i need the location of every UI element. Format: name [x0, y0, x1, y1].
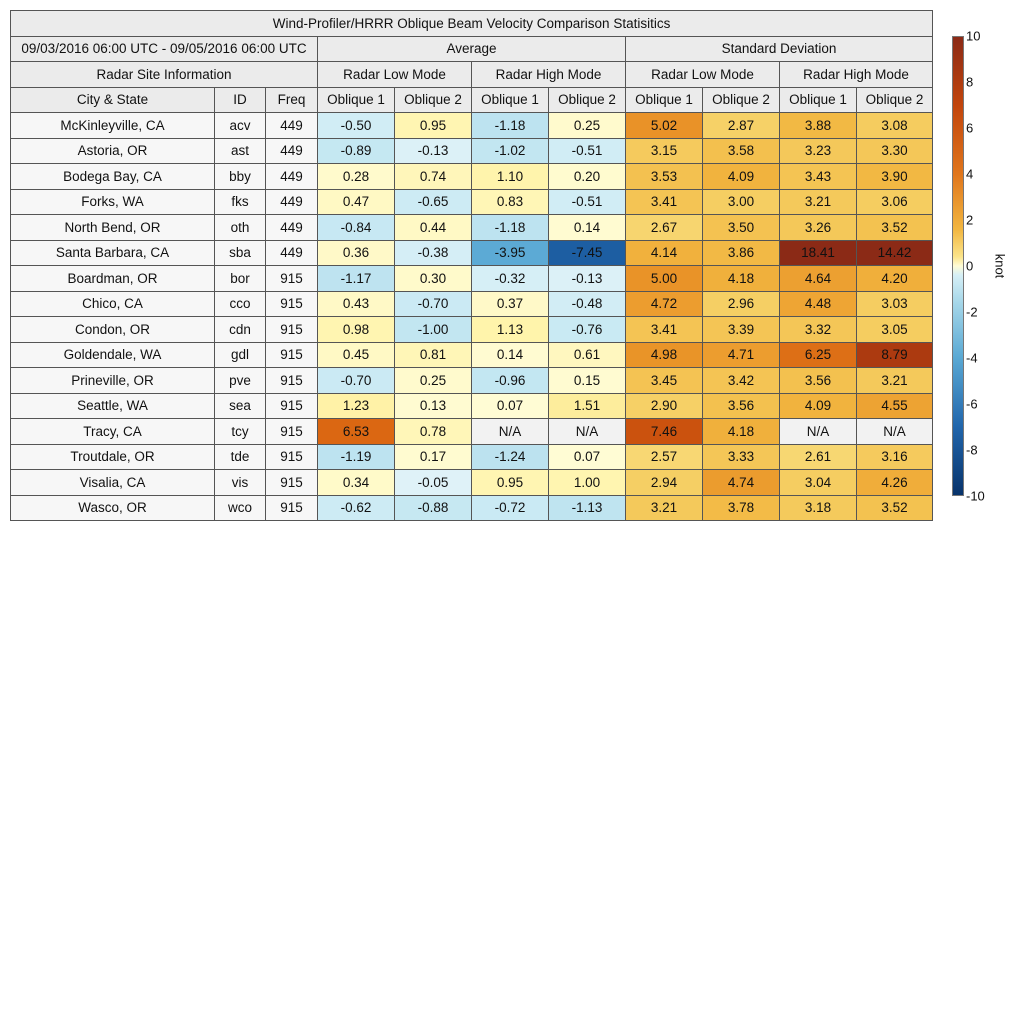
site-id-cell: fks	[215, 189, 266, 215]
avg-high-oblique1-cell: -3.95	[472, 240, 549, 266]
site-freq-cell: 915	[266, 342, 318, 368]
std-high-oblique1-cell: 3.26	[780, 215, 857, 241]
table-row	[11, 291, 933, 317]
std-low-oblique2-cell: 3.42	[703, 368, 780, 394]
avg-low-oblique2-cell: 0.25	[395, 368, 472, 394]
colorbar-tick-label: 0	[966, 258, 974, 274]
site-info-header: Radar Site Information	[11, 62, 318, 88]
std-high-oblique1-cell: 18.41	[780, 240, 857, 266]
std-low-oblique2-cell: 3.56	[703, 393, 780, 419]
avg-high-oblique2-cell: -0.51	[549, 189, 626, 215]
table-row	[11, 164, 933, 190]
std-low-oblique1-cell: 7.46	[626, 419, 703, 445]
std-high-oblique2-cell: 3.05	[857, 317, 933, 343]
std-low-oblique2-cell: 4.71	[703, 342, 780, 368]
avg-low-oblique1-cell: 0.98	[318, 317, 395, 343]
std-low-oblique1-cell: 4.98	[626, 342, 703, 368]
table-row	[11, 266, 933, 292]
site-freq-cell: 915	[266, 470, 318, 496]
avg-low-oblique1-cell: -0.89	[318, 138, 395, 164]
avg-low-oblique2-cell: -0.88	[395, 495, 472, 521]
table-row	[11, 138, 933, 164]
site-freq-cell: 449	[266, 164, 318, 190]
colorbar-tick-label: -10	[966, 488, 985, 504]
avg-high-oblique1-cell: -1.24	[472, 444, 549, 470]
std-low-oblique1-cell: 3.41	[626, 317, 703, 343]
colorbar-label: knot	[992, 253, 1008, 279]
table-row	[11, 470, 933, 496]
site-id-cell: cco	[215, 291, 266, 317]
avg-low-oblique2-cell: 0.78	[395, 419, 472, 445]
std-low-oblique2-cell: 3.33	[703, 444, 780, 470]
std-low-oblique1-cell: 3.53	[626, 164, 703, 190]
std-low-oblique1-cell: 3.15	[626, 138, 703, 164]
std-high-oblique1-cell: 3.43	[780, 164, 857, 190]
site-id-cell: sba	[215, 240, 266, 266]
table-row	[11, 113, 933, 139]
avg-high-oblique2-cell: 1.51	[549, 393, 626, 419]
std-low-oblique1-header: Oblique 1	[626, 87, 703, 113]
site-freq-cell: 915	[266, 419, 318, 445]
std-high-oblique2-cell: 3.16	[857, 444, 933, 470]
std-high-oblique1-cell: 4.48	[780, 291, 857, 317]
avg-low-oblique2-cell: -0.05	[395, 470, 472, 496]
site-freq-cell: 915	[266, 368, 318, 394]
avg-low-oblique2-header: Oblique 2	[395, 87, 472, 113]
id-column-header: ID	[215, 87, 266, 113]
avg-low-oblique2-cell: -0.65	[395, 189, 472, 215]
std-high-oblique1-cell: 3.23	[780, 138, 857, 164]
std-low-oblique1-cell: 2.90	[626, 393, 703, 419]
table-row	[11, 495, 933, 521]
avg-low-oblique2-cell: 0.74	[395, 164, 472, 190]
avg-high-oblique1-cell: 0.07	[472, 393, 549, 419]
site-freq-cell: 449	[266, 138, 318, 164]
std-high-oblique1-cell: 3.21	[780, 189, 857, 215]
avg-low-oblique2-cell: -0.38	[395, 240, 472, 266]
std-high-oblique2-cell: 3.21	[857, 368, 933, 394]
site-city-cell: Visalia, CA	[11, 470, 215, 496]
std-high-oblique2-header: Oblique 2	[857, 87, 933, 113]
avg-high-oblique2-cell: -0.76	[549, 317, 626, 343]
std-low-oblique1-cell: 2.67	[626, 215, 703, 241]
site-freq-cell: 915	[266, 444, 318, 470]
site-freq-cell: 915	[266, 266, 318, 292]
std-low-oblique2-cell: 4.74	[703, 470, 780, 496]
avg-high-oblique1-cell: 0.95	[472, 470, 549, 496]
std-low-oblique2-cell: 2.87	[703, 113, 780, 139]
site-city-cell: Forks, WA	[11, 189, 215, 215]
colorbar-tick-label: 4	[966, 166, 974, 182]
std-low-oblique2-cell: 2.96	[703, 291, 780, 317]
std-high-oblique1-cell: 4.09	[780, 393, 857, 419]
avg-low-oblique1-cell: 0.36	[318, 240, 395, 266]
avg-low-oblique1-cell: -0.62	[318, 495, 395, 521]
std-high-oblique2-cell: 3.08	[857, 113, 933, 139]
std-low-oblique2-cell: 3.00	[703, 189, 780, 215]
avg-high-oblique1-cell: 0.37	[472, 291, 549, 317]
site-freq-cell: 915	[266, 291, 318, 317]
table-row	[11, 393, 933, 419]
std-high-oblique1-cell: 3.18	[780, 495, 857, 521]
std-high-oblique2-cell: 3.90	[857, 164, 933, 190]
avg-high-oblique1-cell: 0.83	[472, 189, 549, 215]
site-city-cell: Prineville, OR	[11, 368, 215, 394]
avg-high-oblique1-cell: N/A	[472, 419, 549, 445]
avg-low-oblique1-cell: 0.45	[318, 342, 395, 368]
table-row	[11, 419, 933, 445]
site-freq-cell: 915	[266, 495, 318, 521]
site-city-cell: Boardman, OR	[11, 266, 215, 292]
avg-low-oblique2-cell: -1.00	[395, 317, 472, 343]
std-low-oblique1-cell: 4.14	[626, 240, 703, 266]
avg-high-oblique1-cell: 1.13	[472, 317, 549, 343]
std-high-oblique1-cell: 6.25	[780, 342, 857, 368]
avg-low-oblique1-header: Oblique 1	[318, 87, 395, 113]
site-city-cell: Tracy, CA	[11, 419, 215, 445]
table-row	[11, 342, 933, 368]
site-freq-cell: 449	[266, 240, 318, 266]
std-high-oblique1-cell: N/A	[780, 419, 857, 445]
site-id-cell: bby	[215, 164, 266, 190]
avg-low-oblique2-cell: 0.44	[395, 215, 472, 241]
avg-high-oblique2-cell: 0.61	[549, 342, 626, 368]
site-freq-cell: 449	[266, 113, 318, 139]
table-body	[11, 11, 933, 521]
avg-high-oblique1-cell: -1.18	[472, 215, 549, 241]
std-high-oblique2-cell: 3.30	[857, 138, 933, 164]
colorbar-tick-label: -4	[966, 350, 978, 366]
site-city-cell: Astoria, OR	[11, 138, 215, 164]
avg-low-oblique2-cell: 0.81	[395, 342, 472, 368]
avg-low-oblique1-cell: 0.47	[318, 189, 395, 215]
site-id-cell: bor	[215, 266, 266, 292]
std-high-oblique2-cell: 4.20	[857, 266, 933, 292]
avg-low-oblique1-cell: 0.28	[318, 164, 395, 190]
site-id-cell: vis	[215, 470, 266, 496]
statistics-table	[10, 10, 933, 521]
avg-high-oblique2-header: Oblique 2	[549, 87, 626, 113]
std-high-oblique1-cell: 2.61	[780, 444, 857, 470]
std-high-oblique2-cell: N/A	[857, 419, 933, 445]
avg-high-oblique1-cell: -0.32	[472, 266, 549, 292]
colorbar	[952, 36, 964, 496]
avg-high-oblique1-header: Oblique 1	[472, 87, 549, 113]
avg-high-oblique2-cell: -7.45	[549, 240, 626, 266]
std-high-oblique1-cell: 3.04	[780, 470, 857, 496]
site-city-cell: Seattle, WA	[11, 393, 215, 419]
avg-high-oblique2-cell: -0.13	[549, 266, 626, 292]
std-low-oblique1-cell: 3.45	[626, 368, 703, 394]
std-low-oblique1-cell: 5.00	[626, 266, 703, 292]
site-city-cell: Condon, OR	[11, 317, 215, 343]
avg-high-oblique1-cell: -0.72	[472, 495, 549, 521]
average-header: Average	[318, 36, 626, 62]
avg-high-oblique1-cell: -1.02	[472, 138, 549, 164]
avg-high-oblique2-cell: 0.07	[549, 444, 626, 470]
avg-low-oblique2-cell: 0.30	[395, 266, 472, 292]
site-freq-cell: 915	[266, 317, 318, 343]
avg-high-oblique2-cell: 0.14	[549, 215, 626, 241]
site-freq-cell: 915	[266, 393, 318, 419]
site-city-cell: Troutdale, OR	[11, 444, 215, 470]
std-high-oblique2-cell: 3.52	[857, 495, 933, 521]
std-dev-header: Standard Deviation	[626, 36, 933, 62]
avg-low-oblique2-cell: -0.70	[395, 291, 472, 317]
avg-high-oblique2-cell: 0.25	[549, 113, 626, 139]
site-city-cell: Wasco, OR	[11, 495, 215, 521]
site-city-cell: Goldendale, WA	[11, 342, 215, 368]
std-high-oblique2-cell: 3.06	[857, 189, 933, 215]
avg-high-oblique2-cell: -1.13	[549, 495, 626, 521]
std-low-oblique2-cell: 4.18	[703, 419, 780, 445]
std-high-oblique2-cell: 4.55	[857, 393, 933, 419]
std-low-oblique2-cell: 4.09	[703, 164, 780, 190]
site-freq-cell: 449	[266, 215, 318, 241]
std-low-oblique1-cell: 2.57	[626, 444, 703, 470]
avg-high-oblique1-cell: 1.10	[472, 164, 549, 190]
std-high-oblique2-cell: 3.03	[857, 291, 933, 317]
table-row	[11, 317, 933, 343]
avg-low-oblique1-cell: -1.19	[318, 444, 395, 470]
site-city-cell: Chico, CA	[11, 291, 215, 317]
std-low-oblique1-cell: 2.94	[626, 470, 703, 496]
colorbar-tick-label: -2	[966, 304, 978, 320]
avg-high-oblique1-cell: -1.18	[472, 113, 549, 139]
std-low-oblique1-cell: 3.21	[626, 495, 703, 521]
table-row	[11, 444, 933, 470]
std-low-oblique1-cell: 4.72	[626, 291, 703, 317]
site-id-cell: sea	[215, 393, 266, 419]
avg-high-oblique1-cell: -0.96	[472, 368, 549, 394]
std-low-oblique1-cell: 3.41	[626, 189, 703, 215]
site-city-cell: McKinleyville, CA	[11, 113, 215, 139]
avg-high-oblique1-cell: 0.14	[472, 342, 549, 368]
period-label: 09/03/2016 06:00 UTC - 09/05/2016 06:00 UTC	[11, 36, 318, 62]
colorbar-tick-label: 8	[966, 74, 974, 90]
colorbar-tick-label: -8	[966, 442, 978, 458]
std-high-oblique2-cell: 14.42	[857, 240, 933, 266]
avg-low-oblique1-cell: 0.34	[318, 470, 395, 496]
avg-low-oblique1-cell: -1.17	[318, 266, 395, 292]
city-column-header: City & State	[11, 87, 215, 113]
site-id-cell: cdn	[215, 317, 266, 343]
freq-column-header: Freq	[266, 87, 318, 113]
avg-low-oblique2-cell: 0.95	[395, 113, 472, 139]
std-low-oblique2-cell: 3.86	[703, 240, 780, 266]
table-row	[11, 368, 933, 394]
avg-low-oblique1-cell: 1.23	[318, 393, 395, 419]
site-id-cell: wco	[215, 495, 266, 521]
avg-low-oblique1-cell: -0.70	[318, 368, 395, 394]
std-low-mode-header: Radar Low Mode	[626, 62, 780, 88]
avg-low-oblique2-cell: 0.17	[395, 444, 472, 470]
avg-low-oblique2-cell: -0.13	[395, 138, 472, 164]
site-city-cell: Bodega Bay, CA	[11, 164, 215, 190]
colorbar-tick-label: 6	[966, 120, 974, 136]
std-high-oblique1-cell: 3.56	[780, 368, 857, 394]
avg-high-oblique2-cell: 1.00	[549, 470, 626, 496]
avg-high-oblique2-cell: 0.15	[549, 368, 626, 394]
std-low-oblique1-cell: 5.02	[626, 113, 703, 139]
avg-high-oblique2-cell: -0.48	[549, 291, 626, 317]
colorbar-tick-label: 10	[966, 28, 981, 44]
site-id-cell: pve	[215, 368, 266, 394]
avg-high-oblique2-cell: 0.20	[549, 164, 626, 190]
std-high-mode-header: Radar High Mode	[780, 62, 933, 88]
avg-low-oblique1-cell: 0.43	[318, 291, 395, 317]
table-row	[11, 240, 933, 266]
site-id-cell: gdl	[215, 342, 266, 368]
std-low-oblique2-cell: 4.18	[703, 266, 780, 292]
std-low-oblique2-cell: 3.39	[703, 317, 780, 343]
avg-high-oblique2-cell: N/A	[549, 419, 626, 445]
std-low-oblique2-cell: 3.78	[703, 495, 780, 521]
site-id-cell: oth	[215, 215, 266, 241]
site-freq-cell: 449	[266, 189, 318, 215]
std-high-oblique1-cell: 4.64	[780, 266, 857, 292]
colorbar-tick-label: -6	[966, 396, 978, 412]
avg-high-oblique2-cell: -0.51	[549, 138, 626, 164]
table-row	[11, 215, 933, 241]
std-low-oblique2-cell: 3.58	[703, 138, 780, 164]
avg-low-mode-header: Radar Low Mode	[318, 62, 472, 88]
std-low-oblique2-cell: 3.50	[703, 215, 780, 241]
table-row	[11, 189, 933, 215]
site-city-cell: North Bend, OR	[11, 215, 215, 241]
site-id-cell: ast	[215, 138, 266, 164]
colorbar-tick-label: 2	[966, 212, 974, 228]
site-id-cell: acv	[215, 113, 266, 139]
std-high-oblique2-cell: 3.52	[857, 215, 933, 241]
std-high-oblique2-cell: 8.79	[857, 342, 933, 368]
std-high-oblique2-cell: 4.26	[857, 470, 933, 496]
table-title: Wind-Profiler/HRRR Oblique Beam Velocity Comparison Statisitics	[11, 11, 933, 37]
avg-low-oblique2-cell: 0.13	[395, 393, 472, 419]
site-city-cell: Santa Barbara, CA	[11, 240, 215, 266]
std-high-oblique1-cell: 3.32	[780, 317, 857, 343]
site-id-cell: tde	[215, 444, 266, 470]
avg-low-oblique1-cell: -0.50	[318, 113, 395, 139]
std-low-oblique2-header: Oblique 2	[703, 87, 780, 113]
avg-low-oblique1-cell: -0.84	[318, 215, 395, 241]
avg-low-oblique1-cell: 6.53	[318, 419, 395, 445]
std-high-oblique1-header: Oblique 1	[780, 87, 857, 113]
std-high-oblique1-cell: 3.88	[780, 113, 857, 139]
avg-high-mode-header: Radar High Mode	[472, 62, 626, 88]
site-id-cell: tcy	[215, 419, 266, 445]
